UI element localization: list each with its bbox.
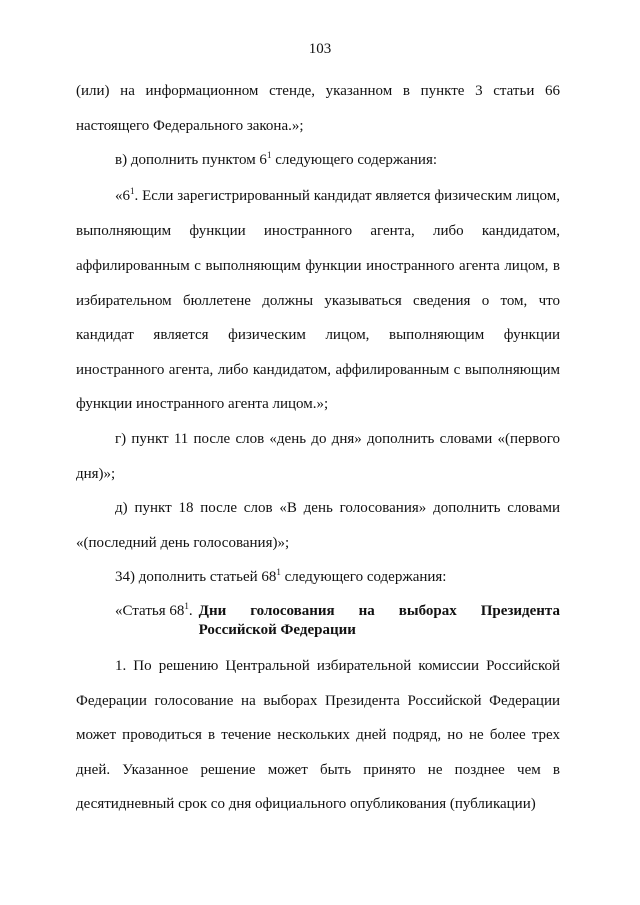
paragraph-amendment-d: д) пункт 18 после слов «В день голосования» дополнить словами «(последний день голосования)»; xyxy=(76,500,560,551)
paragraph-text: 34) дополнить статьей 68 xyxy=(115,569,277,586)
page-number: 103 xyxy=(308,41,332,57)
article-heading xyxy=(76,602,560,640)
superscript: 1 xyxy=(130,185,135,196)
article-title-line: Дни голосования на выборах Президента xyxy=(198,602,560,619)
superscript: 1 xyxy=(184,600,189,611)
paragraph-text: . Если зарегистрированный кандидат является физическим лицом, выполняющим функции иностранного агента, либо кандидатом, аффилированным с выполняющим функции иностранного агента лицом, в избирательном бюллетене должны указываться сведения о том, что кандидат является физическим лицом, выполняющим функции иностранного агента, либо кандидатом, аффилированным с выполняющим функции иностранного агента лицом.»; xyxy=(76,187,560,413)
document-body xyxy=(76,74,560,822)
superscript: 1 xyxy=(276,567,281,578)
paragraph-article-point-1: 1. По решению Центральной избирательной комиссии Российской Федерации голосование на выборах Президента Российской Федерации может проводиться в течение нескольких дней подряд, но не более трех дней. Указанное решение может быть принято не позднее чем в десятидневный срок со дня официального опубликования (публикации) xyxy=(76,657,560,813)
article-title-line: Российской Федерации xyxy=(198,621,356,638)
article-title xyxy=(199,602,560,640)
paragraph-amendment-34 xyxy=(76,560,560,596)
paragraph-point-6-1 xyxy=(76,179,560,422)
paragraph-text: следующего содержания: xyxy=(271,152,438,169)
paragraph-amendment-g: г) пункт 11 после слов «день до дня» дополнить словами «(первого дня)»; xyxy=(76,430,560,482)
article-label-text: . xyxy=(188,602,193,619)
paragraph-amendment-v xyxy=(76,143,560,179)
paragraph-text: в) дополнить пунктом 6 xyxy=(115,152,267,169)
paragraph-continuation: (или) на информационном стенде, указанном в пункте 3 статьи 66 настоящего Федерального закона.»; xyxy=(76,83,560,134)
article-label-text: «Статья 68 xyxy=(115,602,185,619)
paragraph-text: следующего содержания: xyxy=(280,569,447,586)
superscript: 1 xyxy=(266,150,272,161)
article-label xyxy=(115,602,199,640)
paragraph-text: «6 xyxy=(115,187,130,204)
